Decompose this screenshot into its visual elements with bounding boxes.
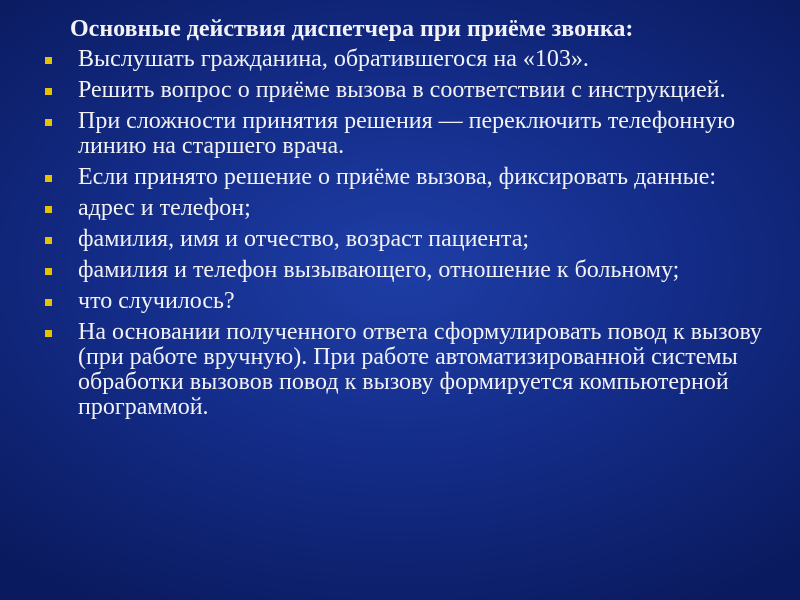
bullet-item xyxy=(36,227,776,252)
square-bullet-icon xyxy=(45,237,52,244)
bullet-item xyxy=(36,109,776,159)
bullet-item xyxy=(36,258,776,283)
bullet-list xyxy=(36,47,776,426)
bullet-text: адрес и телефон; xyxy=(78,195,251,221)
bullet-item xyxy=(36,47,776,72)
square-bullet-icon xyxy=(45,88,52,95)
bullet-text: При сложности принятия решения — переключить телефонную линию на старшего врача. xyxy=(78,108,736,159)
bullet-text: что случилось? xyxy=(78,288,235,314)
square-bullet-icon xyxy=(45,57,52,64)
square-bullet-icon xyxy=(45,119,52,126)
bullet-item xyxy=(36,320,776,420)
bullet-item xyxy=(36,165,776,190)
bullet-text: Выслушать гражданина, обратившегося на «103». xyxy=(78,46,589,72)
square-bullet-icon xyxy=(45,206,52,213)
square-bullet-icon xyxy=(45,175,52,182)
bullet-item xyxy=(36,78,776,103)
square-bullet-icon xyxy=(45,330,52,337)
bullet-text: Если принято решение о приёме вызова, фиксировать данные: xyxy=(78,164,717,190)
slide-heading: Основные действия диспетчера при приёме звонка: xyxy=(70,16,634,42)
bullet-text: фамилия, имя и отчество, возраст пациента; xyxy=(78,226,530,252)
bullet-text: На основании полученного ответа сформулировать повод к вызову (при работе вручную). При работе автоматизированной системы обработки вызовов повод к вызову формируется компьютерной программой. xyxy=(78,319,762,420)
square-bullet-icon xyxy=(45,268,52,275)
square-bullet-icon xyxy=(45,299,52,306)
bullet-item xyxy=(36,289,776,314)
bullet-text: фамилия и телефон вызывающего, отношение к больному; xyxy=(78,257,680,283)
bullet-text: Решить вопрос о приёме вызова в соответствии с инструкцией. xyxy=(78,77,726,103)
bullet-item xyxy=(36,196,776,221)
